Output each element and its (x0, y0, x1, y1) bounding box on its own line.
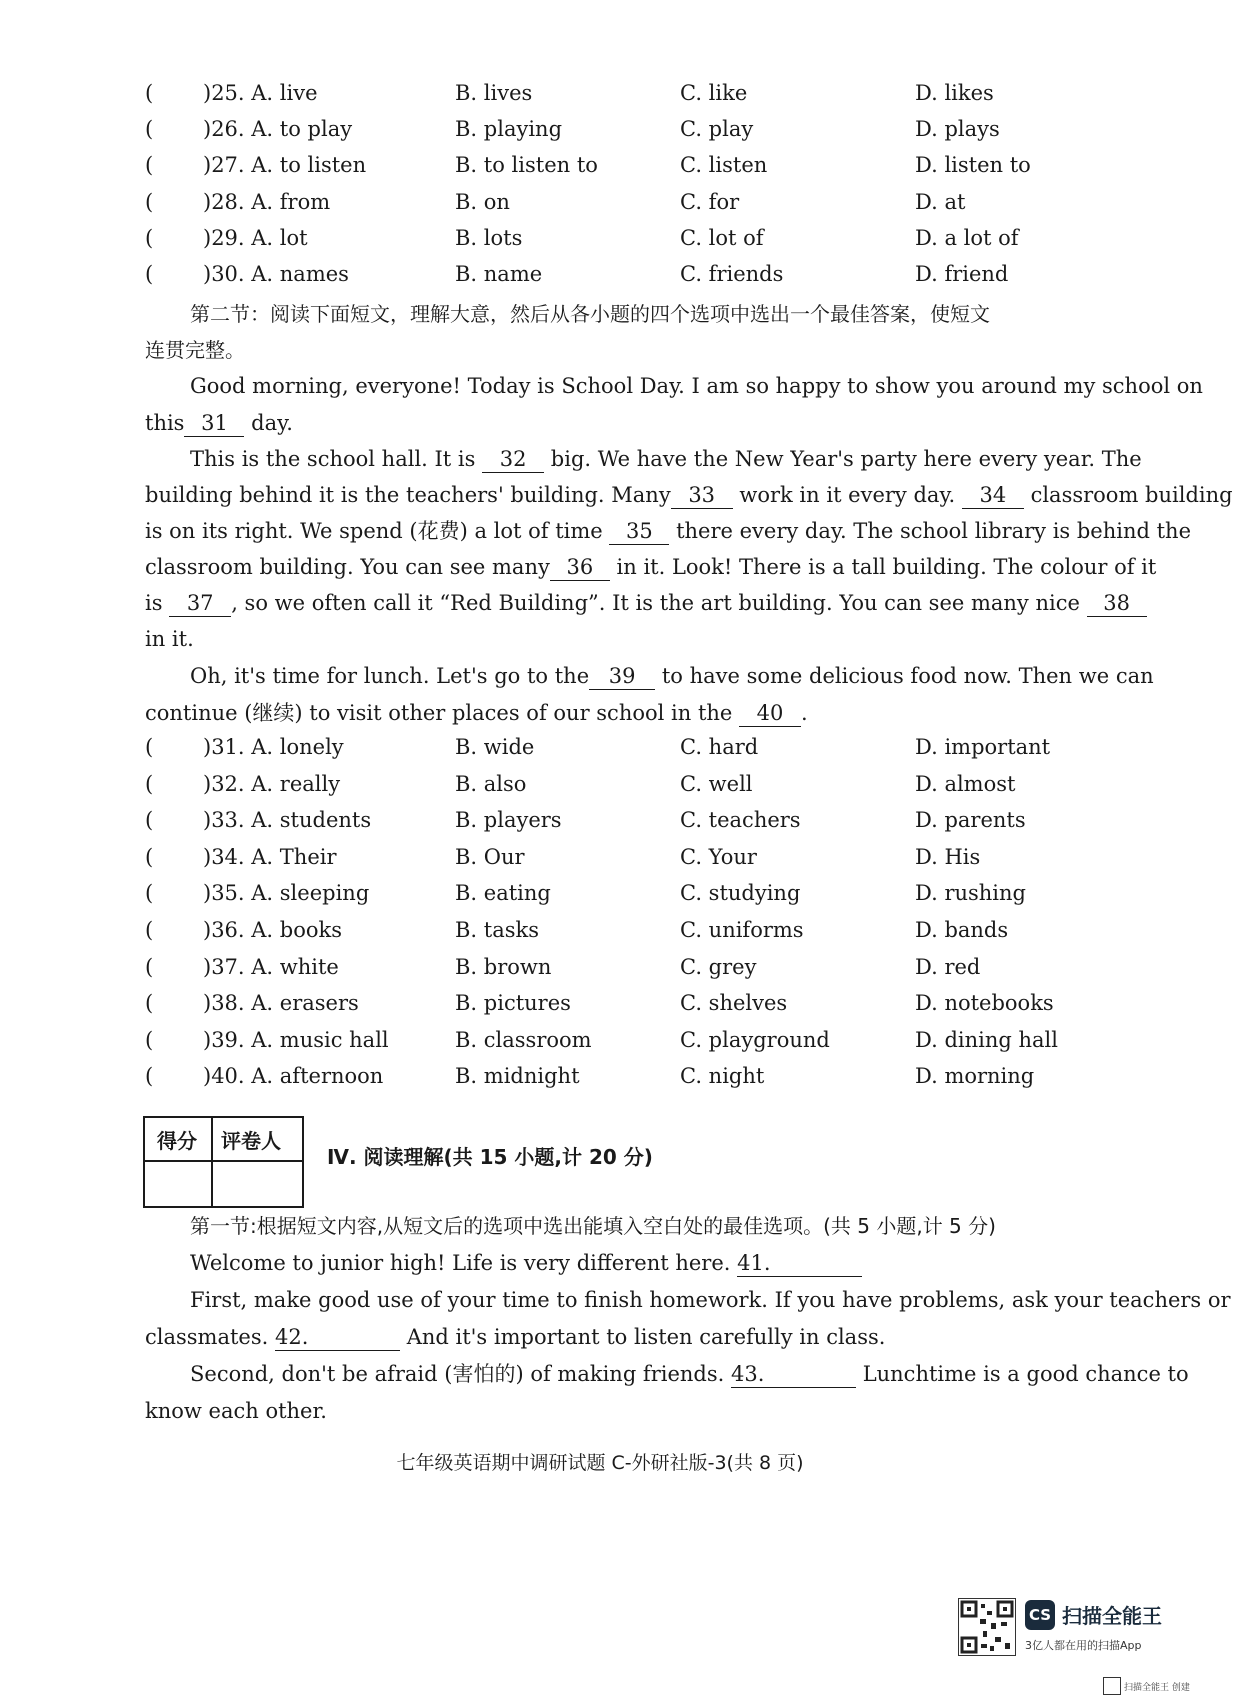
question-row (0, 226, 1200, 262)
answer-paren: ( (145, 771, 154, 796)
blank-35: 35 (609, 518, 669, 545)
score-label: 得分 (157, 1129, 197, 1153)
blank-39: 39 (589, 663, 655, 690)
blank-31: 31 (184, 410, 244, 437)
option-d: D. rushing (915, 881, 1026, 906)
camscanner-brand: 扫描全能王 (1062, 1604, 1162, 1628)
section2-instruction-line2: 连贯完整。 (145, 338, 245, 362)
option-a: )35. A. sleeping (203, 881, 370, 906)
grader-label: 评卷人 (221, 1129, 281, 1153)
question-row (0, 881, 1200, 917)
option-c: C. shelves (680, 991, 788, 1016)
option-d: D. His (915, 844, 981, 869)
option-a: )27. A. to listen (203, 153, 367, 178)
blank-36: 36 (550, 554, 610, 581)
option-c: C. like (680, 81, 748, 105)
passage-line: Oh, it's time for lunch. Let's go to the 39 to have some delicious food now. Then we can (190, 664, 1154, 688)
option-b: B. wide (455, 735, 535, 759)
answer-paren: ( (145, 735, 154, 759)
passage-line: First, make good use of your time to finish homework. If you have problems, ask your teachers or (190, 1288, 1231, 1312)
passage-line: in it. (145, 627, 194, 651)
passage-line: This is the school hall. It is 32 big. We have the New Year's party here every year. The (190, 447, 1142, 471)
option-a: )25. A. live (203, 81, 318, 105)
option-a: )38. A. erasers (203, 991, 359, 1016)
question-row (0, 262, 1200, 298)
option-d: D. parents (915, 808, 1026, 833)
option-d: D. morning (915, 1064, 1035, 1089)
option-a: )29. A. lot (203, 225, 308, 250)
answer-paren: ( (145, 225, 154, 250)
option-c: C. play (680, 117, 754, 142)
answer-paren: ( (145, 153, 154, 178)
option-d: D. a lot of (915, 225, 1019, 250)
answer-paren: ( (145, 189, 154, 214)
option-a: )36. A. books (203, 918, 343, 942)
option-c: C. Your (680, 844, 757, 869)
answer-paren: ( (145, 844, 154, 869)
option-c: C. studying (680, 881, 801, 906)
option-d: D. plays (915, 117, 1000, 142)
question-row (0, 991, 1200, 1027)
option-c: C. playground (680, 1027, 830, 1052)
option-d: D. friend (915, 262, 1009, 286)
option-c: C. hard (680, 735, 759, 759)
option-b: B. brown (455, 954, 552, 979)
option-c: C. night (680, 1064, 765, 1089)
option-b: B. on (455, 189, 510, 214)
answer-paren: ( (145, 1064, 154, 1089)
option-b: B. lives (455, 81, 533, 105)
passage-line: Second, don't be afraid (害怕的) of making friends. 43. Lunchtime is a good chance to (190, 1362, 1189, 1386)
question-row (0, 808, 1200, 844)
question-row (0, 918, 1200, 954)
option-d: D. dining hall (915, 1027, 1058, 1052)
blank-43: 43. (731, 1361, 856, 1388)
page-footer: 七年级英语期中调研试题 C-外研社版-3(共 8 页) (396, 1452, 804, 1474)
option-a: )34. A. Their (203, 844, 337, 869)
blank-37: 37 (169, 590, 231, 617)
answer-paren: ( (145, 991, 154, 1016)
option-b: B. eating (455, 881, 551, 906)
option-d: D. listen to (915, 153, 1031, 178)
blank-42: 42. (275, 1324, 400, 1351)
blank-32: 32 (482, 446, 544, 473)
option-a: )26. A. to play (203, 117, 353, 142)
blank-38: 38 (1087, 590, 1147, 617)
option-d: D. bands (915, 918, 1009, 942)
answer-paren: ( (145, 81, 154, 105)
option-d: D. important (915, 735, 1051, 759)
passage-line: classroom building. You can see many 36 in it. Look! There is a tall building. The colour of it (145, 555, 1157, 579)
passage-line: continue (继续) to visit other places of our school in the 40 . (145, 701, 808, 725)
answer-paren: ( (145, 954, 154, 979)
option-b: B. also (455, 771, 527, 796)
question-row (0, 81, 1200, 117)
question-row (0, 1064, 1200, 1100)
option-c: C. teachers (680, 808, 801, 833)
option-b: B. midnight (455, 1064, 580, 1089)
score-box (143, 1116, 304, 1208)
blank-33: 33 (671, 482, 733, 509)
option-a: )39. A. music hall (203, 1027, 389, 1052)
option-d: D. likes (915, 81, 994, 105)
option-d: D. notebooks (915, 991, 1054, 1016)
question-row (0, 845, 1200, 881)
option-c: C. well (680, 771, 753, 796)
option-b: B. to listen to (455, 153, 598, 178)
passage-line: Welcome to junior high! Life is very different here. 41. (190, 1245, 862, 1282)
answer-paren: ( (145, 918, 154, 942)
option-a: )33. A. students (203, 808, 372, 833)
answer-paren: ( (145, 808, 154, 833)
corner-watermark: 扫描全能王 创建 (1124, 1683, 1190, 1693)
option-d: D. red (915, 954, 981, 979)
option-c: C. grey (680, 954, 757, 979)
passage-line: Good morning, everyone! Today is School Day. I am so happy to show you around my school on (190, 374, 1203, 398)
option-c: C. listen (680, 153, 768, 178)
question-row (0, 117, 1200, 153)
passage-line: is on its right. We spend (花费) a lot of time 35 there every day. The school library is behind the (145, 519, 1192, 543)
blank-41: 41. (737, 1250, 862, 1277)
part4-instruction: 第一节:根据短文内容,从短文后的选项中选出能填入空白处的最佳选项。(共 5 小题,计 5 分) (190, 1214, 996, 1238)
part4-title: Ⅳ. 阅读理解(共 15 小题,计 20 分) (327, 1145, 653, 1169)
option-a: )37. A. white (203, 954, 339, 979)
camscanner-logo: CS (1025, 1600, 1055, 1630)
answer-paren: ( (145, 881, 154, 906)
option-b: B. players (455, 808, 562, 833)
question-row (0, 735, 1200, 771)
option-b: B. playing (455, 117, 563, 142)
passage-line: classmates. 42. And it's important to listen carefully in class. (145, 1325, 886, 1349)
section2-instruction-line1: 第二节：阅读下面短文，理解大意，然后从各小题的四个选项中选出一个最佳答案，使短文 (190, 302, 990, 326)
answer-paren: ( (145, 1027, 154, 1052)
option-b: B. classroom (455, 1027, 592, 1052)
passage-line: know each other. (145, 1399, 327, 1423)
question-row (0, 190, 1200, 226)
answer-paren: ( (145, 262, 154, 286)
question-row (0, 1028, 1200, 1064)
passage-line: this 31 day. (145, 411, 293, 435)
passage-line: building behind it is the teachers' building. Many 33 work in it every day. 34 classroom building (145, 483, 1233, 507)
blank-34: 34 (962, 482, 1024, 509)
small-qr-icon (1103, 1677, 1121, 1695)
option-a: )40. A. afternoon (203, 1064, 384, 1089)
option-a: )28. A. from (203, 189, 331, 214)
option-d: D. at (915, 189, 966, 214)
option-c: C. lot of (680, 225, 764, 250)
passage-line: is 37 , so we often call it “Red Building”. It is the art building. You can see many nice 38 (145, 585, 1147, 622)
option-b: B. lots (455, 225, 523, 250)
blank-40: 40 (739, 700, 801, 727)
option-b: B. tasks (455, 918, 540, 942)
option-a: )31. A. lonely (203, 735, 344, 759)
answer-paren: ( (145, 117, 154, 142)
option-b: B. pictures (455, 991, 571, 1016)
option-a: )30. A. names (203, 262, 349, 286)
question-row (0, 772, 1200, 808)
option-a: )32. A. really (203, 771, 341, 796)
option-d: D. almost (915, 771, 1016, 796)
question-row (0, 153, 1200, 189)
qr-code-icon (958, 1598, 1016, 1656)
option-c: C. for (680, 189, 740, 214)
camscanner-tagline: 3亿人都在用的扫描App (1025, 1639, 1142, 1652)
question-row (0, 955, 1200, 991)
option-b: B. Our (455, 844, 525, 869)
option-c: C. uniforms (680, 918, 804, 942)
option-c: C. friends (680, 262, 784, 286)
option-b: B. name (455, 262, 543, 286)
